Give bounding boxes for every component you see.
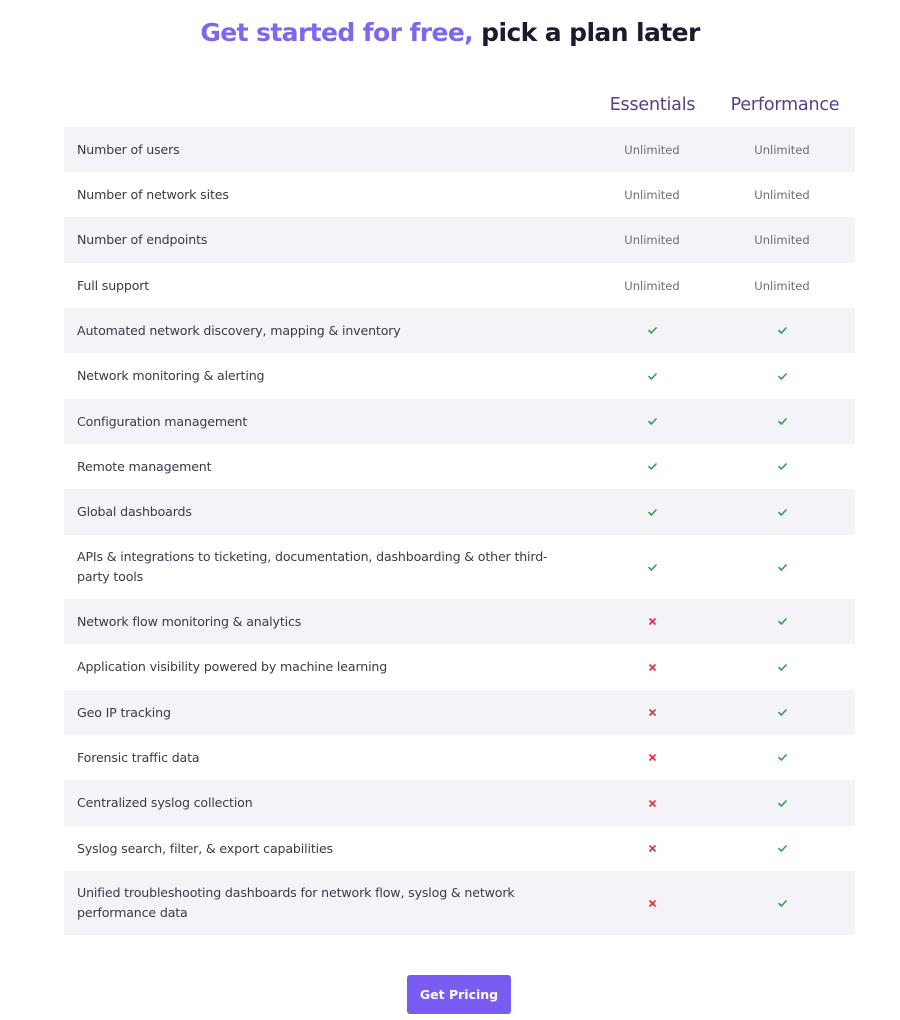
- feature-label: Number of users: [77, 141, 180, 157]
- check-icon: [778, 709, 787, 716]
- cell-performance: [718, 127, 846, 172]
- feature-label: Network monitoring & alerting: [77, 368, 265, 383]
- cell-performance: [718, 535, 846, 599]
- check-icon: [648, 463, 657, 470]
- cell-performance: [718, 172, 846, 217]
- table-row: [64, 308, 855, 353]
- cell-performance: [718, 735, 846, 780]
- cell-performance: [718, 599, 846, 644]
- plan-headers: [585, 92, 855, 118]
- cross-icon: [649, 709, 656, 716]
- feature-label: Syslog search, filter, & export capabilities: [77, 840, 333, 856]
- cross-icon: [649, 754, 656, 761]
- cell-performance: [718, 399, 846, 444]
- cross-icon: [649, 845, 656, 852]
- table-row: [64, 127, 855, 172]
- table-row: [64, 780, 855, 826]
- table-row: [64, 353, 855, 399]
- feature-label: Number of endpoints: [77, 232, 208, 247]
- cell-essentials: [588, 489, 716, 535]
- cell-performance: [718, 489, 846, 535]
- cell-value: Unlimited: [624, 233, 680, 247]
- table-row: [64, 217, 855, 263]
- check-icon: [778, 664, 787, 671]
- feature-label: Forensic traffic data: [77, 749, 200, 765]
- cell-performance: [718, 826, 846, 871]
- check-icon: [778, 564, 787, 571]
- cell-essentials: [588, 399, 716, 444]
- table-row: [64, 871, 855, 935]
- check-icon: [778, 900, 787, 907]
- feature-label: Full support: [77, 277, 150, 293]
- cell-value: Unlimited: [754, 278, 810, 293]
- cell-value: Unlimited: [754, 142, 810, 157]
- cross-icon: [649, 618, 656, 625]
- cell-performance: [718, 871, 846, 935]
- feature-comparison-table: [64, 127, 855, 935]
- feature-label: Centralized syslog collection: [77, 795, 253, 810]
- check-icon: [778, 800, 787, 807]
- check-icon: [778, 754, 787, 761]
- feature-label: Configuration management: [77, 413, 248, 429]
- check-icon: [778, 327, 787, 334]
- feature-label: Network flow monitoring & analytics: [77, 613, 302, 629]
- table-row: [64, 263, 855, 308]
- check-icon: [778, 509, 787, 516]
- cell-essentials: [588, 690, 716, 735]
- feature-label: Automated network discovery, mapping & inventory: [77, 322, 401, 338]
- cell-essentials: [588, 353, 716, 399]
- cell-essentials: [588, 871, 716, 935]
- cell-essentials: [588, 535, 716, 599]
- check-icon: [648, 373, 657, 380]
- plan-header-essentials: Essentials: [609, 95, 696, 115]
- cell-essentials: [588, 127, 716, 172]
- page-title-accent: Get started for free,: [200, 18, 474, 47]
- table-row: [64, 644, 855, 690]
- check-icon: [778, 845, 787, 852]
- cell-essentials: [588, 172, 716, 217]
- cell-performance: [718, 217, 846, 263]
- plan-header-performance: Performance: [730, 95, 840, 115]
- cell-performance: [718, 263, 846, 308]
- check-icon: [648, 327, 657, 334]
- feature-label: Number of network sites: [77, 186, 229, 202]
- feature-label: Global dashboards: [77, 504, 192, 519]
- table-row: [64, 489, 855, 535]
- cell-essentials: [588, 444, 716, 489]
- cell-performance: [718, 644, 846, 690]
- check-icon: [778, 373, 787, 380]
- table-row: [64, 599, 855, 644]
- feature-label: Geo IP tracking: [77, 704, 171, 720]
- cell-value: Unlimited: [754, 187, 810, 202]
- cell-value: Unlimited: [624, 278, 680, 293]
- cell-essentials: [588, 308, 716, 353]
- check-icon: [778, 618, 787, 625]
- page-title-rest: pick a plan later: [473, 18, 700, 47]
- cell-essentials: [588, 826, 716, 871]
- table-row: [64, 399, 855, 444]
- table-row: [64, 444, 855, 489]
- check-icon: [778, 418, 787, 425]
- cell-essentials: [588, 263, 716, 308]
- cross-icon: [649, 900, 656, 907]
- check-icon: [648, 509, 657, 516]
- cell-performance: [718, 690, 846, 735]
- feature-label: Unified troubleshooting dashboards for network flow, syslog & network performance data: [77, 885, 515, 920]
- table-row: [64, 690, 855, 735]
- cell-essentials: [588, 644, 716, 690]
- cell-essentials: [588, 217, 716, 263]
- get-pricing-button[interactable]: Get Pricing: [407, 975, 511, 1014]
- feature-label: Application visibility powered by machine learning: [77, 659, 388, 674]
- cell-essentials: [588, 780, 716, 826]
- cell-essentials: [588, 599, 716, 644]
- cell-value: Unlimited: [754, 233, 810, 247]
- check-icon: [778, 463, 787, 470]
- cell-performance: [718, 780, 846, 826]
- cell-value: Unlimited: [624, 142, 680, 157]
- check-icon: [648, 418, 657, 425]
- cross-icon: [649, 664, 656, 671]
- cell-value: Unlimited: [624, 187, 680, 202]
- table-row: [64, 172, 855, 217]
- check-icon: [648, 564, 657, 571]
- table-row: [64, 735, 855, 780]
- cross-icon: [649, 800, 656, 807]
- page-title: [0, 16, 900, 50]
- table-row: [64, 535, 855, 599]
- cell-performance: [718, 353, 846, 399]
- cell-performance: [718, 444, 846, 489]
- feature-label: APIs & integrations to ticketing, documentation, dashboarding & other third-party tools: [77, 549, 548, 584]
- table-row: [64, 826, 855, 871]
- cell-performance: [718, 308, 846, 353]
- feature-label: Remote management: [77, 458, 212, 474]
- cell-essentials: [588, 735, 716, 780]
